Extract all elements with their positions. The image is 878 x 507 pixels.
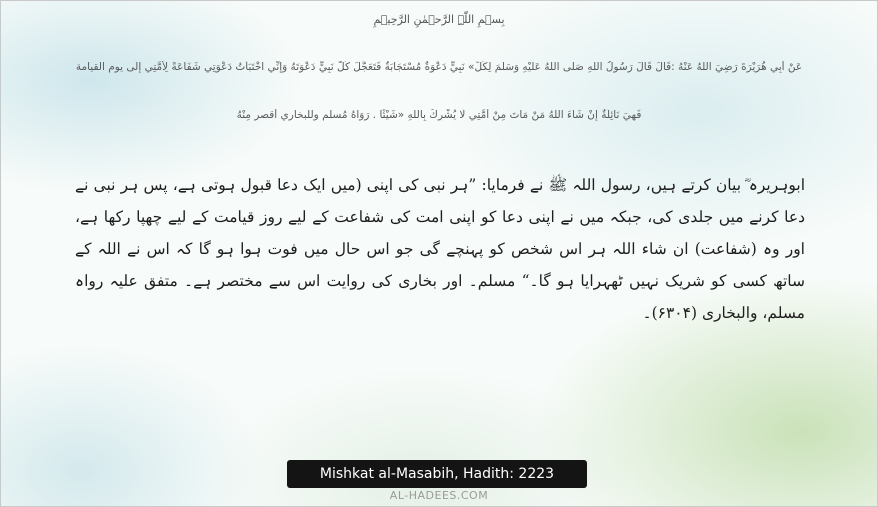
source-badge: Mishkat al-Masabih, Hadith: 2223 [287,460,587,488]
site-logo: AL-HADEES.COM [389,489,489,502]
bismillah-heading: بِسۡمِ اللّٰہِ الرَّحۡمٰنِ الرَّحِیۡمِ [373,13,505,26]
urdu-translation: ابوہریرہ ؓ بیان کرتے ہیں، رسول اللہ ﷺ نے فرمایا: ”ہر نبی کی اپنی (میں ایک دعا قبول ہوتی ہے، پس ہر نبی نے دعا کرنے میں جلدی کی، جبکہ میں نے اپنی دعا کو اپنی امت کی شفاعت کے لیے روز قیامت کے لیے چھپا رکھا ہے، اور وہ (شفاعت) ان شاء اللہ ہر اس شخص کو پہنچے گی جو اس حال میں فوت ہوا ہو گا کہ اس نے اللہ کے ساتھ کسی کو شریک نہیں ٹھہرایا ہو گا۔“ مسلم۔ اور بخاری کی روایت اس سے مختصر ہے۔ متفق علیہ رواہ مسلم، والبخاری (۶۳۰۴)۔ [75,176,805,322]
arabic-text-line-2: فَهِيَ نَائِلَةٌ إِنْ شَاءَ اللَّهُ مَنْ مَاتَ مِنْ أُمَّتِي لَا يُشْرِكُ بِاللَّهِ «شَيْئًا . رَوَاهُ مُسلم وللبخاري أقصر مِنْهُ [236,109,642,121]
arabic-text-line-1: عَنْ أَبِي هُرَيْرَةَ رَضِيَ اللَّهُ عَنْهُ :قَالَ قَالَ رَسُولُ اللَّهِ صَلَّى اللَّهُ عَلَيْهِ وَسَلَّمَ لِكُلِّ» نَبِيٍّ دَعْوَةٌ مُسْتَجَابَةٌ فَتَعَجَّلَ كُلُّ نَبِيٍّ دَعْوَتَهُ وَإِنِّي اخْتَبَأْتُ دَعْوَتِي شَفَاعَةً لِأُمَّتِي إِلَى يوم القيامة [75,61,803,73]
